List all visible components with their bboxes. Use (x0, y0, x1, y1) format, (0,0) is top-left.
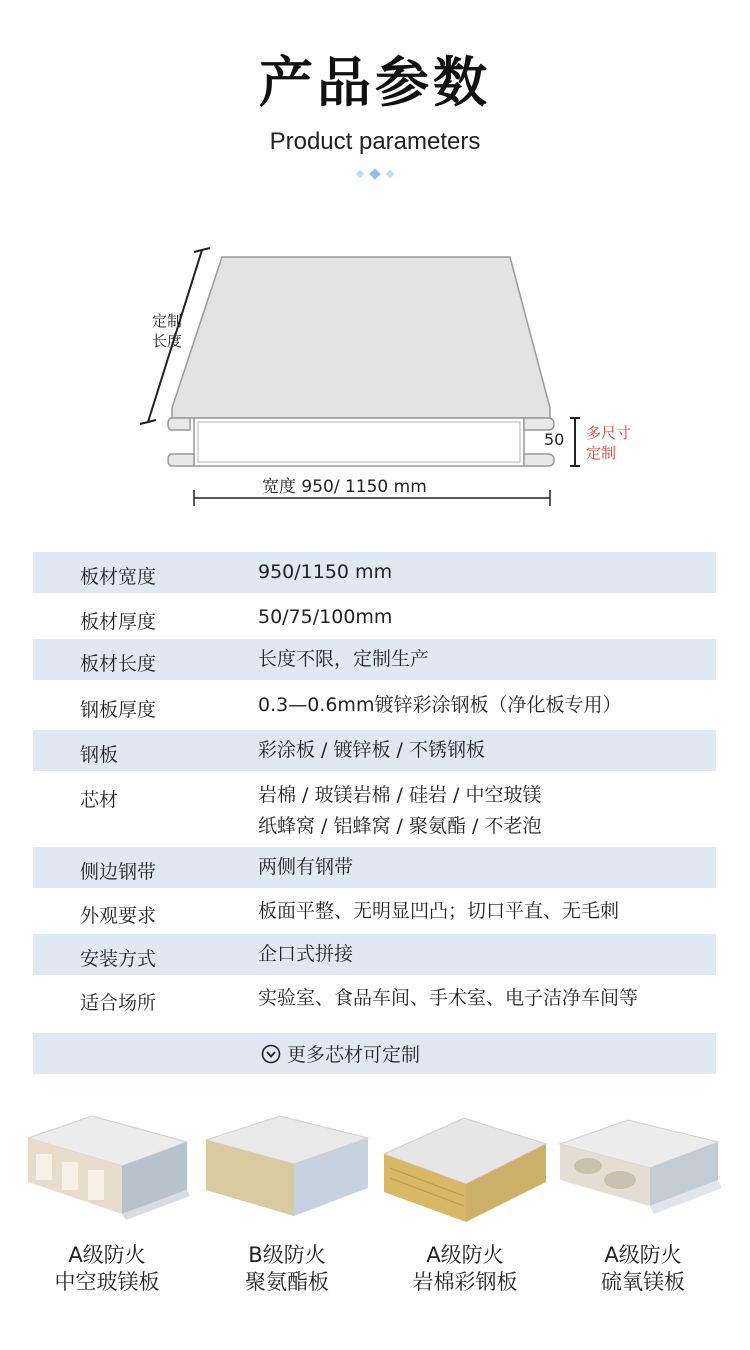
spec-value (258, 988, 716, 1009)
product-name (558, 1242, 728, 1296)
spec-key: 安装方式 (80, 948, 157, 970)
spec-key: 侧边钢带 (80, 861, 157, 883)
sulfur-magnesium-panel-image (558, 1110, 728, 1235)
spec-value (258, 780, 716, 842)
length-label-line1: 定制 (152, 312, 183, 330)
thickness-value: 50 (544, 430, 565, 449)
more-cores-label: 更多芯材可定制 (287, 1044, 421, 1066)
product-type: 岩棉彩钢板 (412, 1270, 518, 1294)
polyurethane-panel-image (202, 1110, 372, 1235)
product-card[interactable] (22, 1110, 192, 1310)
spec-value (258, 857, 716, 878)
spec-key: 外观要求 (80, 905, 157, 927)
spec-value-line: 板面平整、无明显凹凸；切口平直、无毛刺 (258, 900, 620, 922)
product-name (380, 1242, 550, 1296)
product-type: 硫氧镁板 (601, 1270, 685, 1294)
product-type: 中空玻镁板 (54, 1270, 160, 1294)
product-type: 聚氨酯板 (245, 1270, 329, 1294)
product-name (202, 1242, 372, 1296)
product-card[interactable] (558, 1110, 728, 1310)
spec-value-line: 岩棉 / 玻镁岩棉 / 硅岩 / 中空玻镁 (258, 784, 542, 806)
chevron-down-circle-icon (261, 1044, 281, 1064)
spec-value (258, 740, 716, 761)
product-name (22, 1242, 192, 1296)
spec-value-line: 50/75/100mm (258, 606, 393, 628)
spec-value-line: 纸蜂窝 / 铝蜂窝 / 聚氨酯 / 不老泡 (258, 815, 542, 837)
decorative-dots (355, 168, 397, 180)
spec-value-line: 彩涂板 / 镀锌板 / 不锈钢板 (258, 739, 485, 761)
page-subtitle: Product parameters (269, 128, 481, 155)
product-grade: A级防火 (604, 1243, 682, 1267)
page-title: 产品参数 (259, 51, 491, 114)
spec-key: 钢板 (80, 744, 119, 766)
product-grade: A级防火 (68, 1243, 146, 1267)
size-note-line2: 定制 (586, 443, 617, 462)
spec-value-line: 实验室、食品车间、手术室、电子洁净车间等 (258, 987, 639, 1009)
spec-value-line: 0.3—0.6mm镀锌彩涂钢板（净化板专用） (258, 694, 622, 716)
spec-row (33, 771, 716, 847)
spec-key: 板材厚度 (80, 611, 157, 633)
size-note (586, 424, 631, 463)
spec-value (258, 607, 716, 628)
size-note-line1: 多尺寸 (586, 424, 632, 442)
spec-key: 适合场所 (80, 992, 157, 1014)
spec-value-line: 950/1150 mm (258, 561, 393, 583)
spec-row (33, 593, 716, 639)
spec-table (33, 552, 716, 1022)
spec-row (33, 975, 716, 1022)
length-label (152, 312, 182, 351)
spec-value-line: 长度不限，定制生产 (258, 648, 430, 670)
width-label: 宽度 950/ 1150 mm (262, 477, 427, 497)
product-card[interactable] (380, 1110, 550, 1310)
spec-key: 芯材 (80, 789, 119, 811)
spec-row (33, 730, 716, 771)
spec-key: 板材长度 (80, 653, 157, 675)
product-grade: A级防火 (426, 1243, 504, 1267)
spec-row (33, 934, 716, 975)
more-cores-link[interactable] (33, 1033, 716, 1074)
hollow-magnesium-panel-image (22, 1110, 192, 1235)
length-label-line2: 长度 (152, 331, 183, 350)
product-card[interactable] (202, 1110, 372, 1310)
spec-row (33, 847, 716, 888)
spec-value (258, 901, 716, 922)
rockwool-panel-image (380, 1110, 550, 1235)
spec-value (258, 562, 716, 583)
spec-row (33, 680, 716, 730)
spec-row (33, 639, 716, 680)
spec-value-line: 企口式拼接 (258, 943, 354, 965)
spec-row (33, 888, 716, 934)
spec-key: 板材宽度 (80, 566, 157, 588)
spec-value (258, 695, 716, 716)
product-gallery (0, 1110, 750, 1310)
spec-key: 钢板厚度 (80, 699, 157, 721)
spec-value (258, 649, 716, 670)
spec-value (258, 944, 716, 965)
panel-diagram (130, 240, 650, 520)
spec-value-line: 两侧有钢带 (258, 856, 354, 878)
product-grade: B级防火 (248, 1243, 326, 1267)
spec-row (33, 552, 716, 593)
